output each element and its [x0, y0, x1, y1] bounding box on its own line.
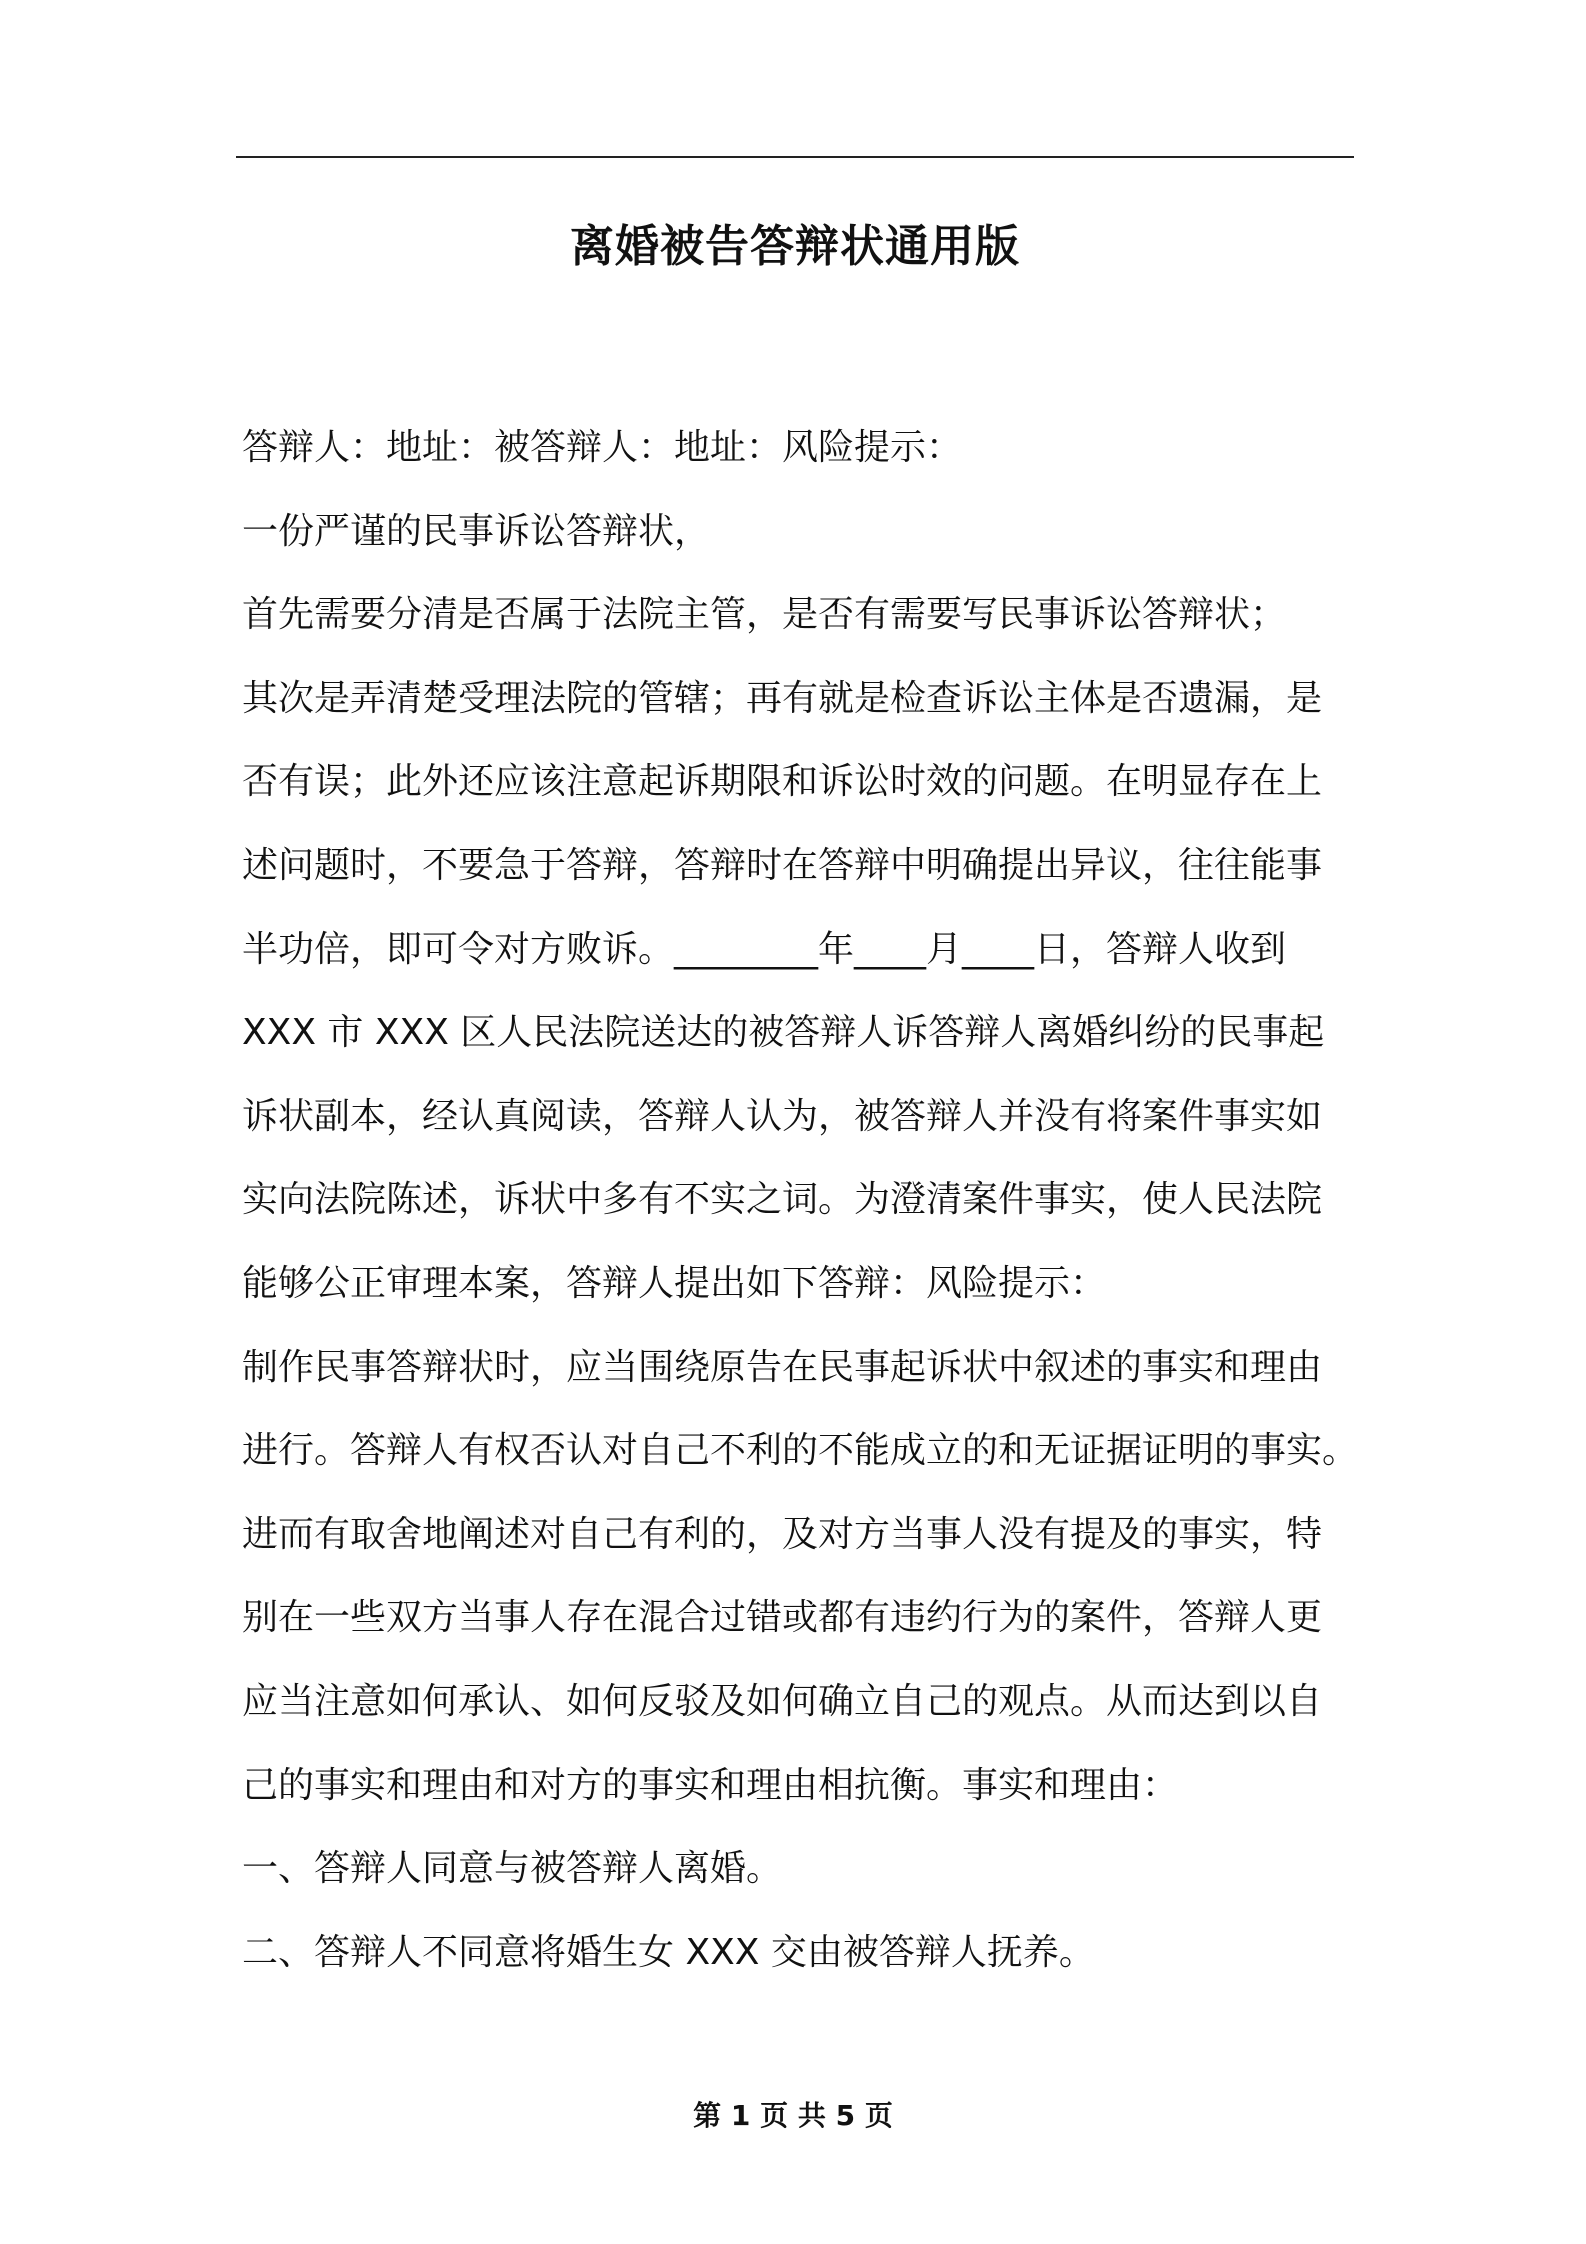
page-number-footer: 第 1 页 共 5 页 — [693, 2099, 893, 2132]
body-line: 一、答辩人同意与被答辩人离婚。 — [242, 1848, 783, 1890]
body-line: 其次是弄清楚受理法院的管辖；再有就是检查诉讼主体是否遗漏，是 — [242, 677, 1323, 719]
body-line: 否有误；此外还应该注意起诉期限和诉讼时效的问题。在明显存在上 — [242, 761, 1323, 803]
body-line: 进行。答辩人有权否认对自己不利的不能成立的和无证据证明的事实。 — [242, 1430, 1359, 1472]
body-line: 二、答辩人不同意将婚生女 XXX 交由被答辩人抚养。 — [242, 1931, 1095, 1973]
body-line: 进而有取舍地阐述对自己有利的，及对方当事人没有提及的事实，特 — [242, 1513, 1323, 1555]
body-line: 半功倍，即可令对方败诉。________年____月____日，答辩人收到 — [242, 928, 1287, 970]
document-body — [242, 406, 1362, 1994]
body-line: 别在一些双方当事人存在混合过错或都有违约行为的案件，答辩人更 — [242, 1597, 1323, 1639]
body-line: XXX 市 XXX 区人民法院送达的被答辩人诉答辩人离婚纠纷的民事起 — [242, 1012, 1325, 1054]
body-line: 答辩人：地址：被答辩人：地址：风险提示： — [242, 427, 963, 468]
body-line: 能够公正审理本案，答辩人提出如下答辩：风险提示： — [242, 1262, 1107, 1304]
body-line: 己的事实和理由和对方的事实和理由相抗衡。事实和理由： — [242, 1764, 1179, 1806]
body-line: 首先需要分清是否属于法院主管，是否有需要写民事诉讼答辩状； — [242, 594, 1287, 636]
body-line: 制作民事答辩状时，应当围绕原告在民事起诉状中叙述的事实和理由 — [242, 1346, 1323, 1388]
header-rule — [236, 156, 1354, 158]
body-line: 述问题时，不要急于答辩，答辩时在答辩中明确提出异议，往往能事 — [242, 844, 1323, 886]
body-line: 实向法院陈述，诉状中多有不实之词。为澄清案件事实，使人民法院 — [242, 1179, 1323, 1221]
document-title: 离婚被告答辩状通用版 — [570, 221, 1020, 272]
body-line: 一份严谨的民事诉讼答辩状， — [242, 510, 711, 552]
body-line: 应当注意如何承认、如何反驳及如何确立自己的观点。从而达到以自 — [242, 1680, 1323, 1722]
body-line: 诉状副本，经认真阅读，答辩人认为，被答辩人并没有将案件事实如 — [242, 1095, 1323, 1137]
